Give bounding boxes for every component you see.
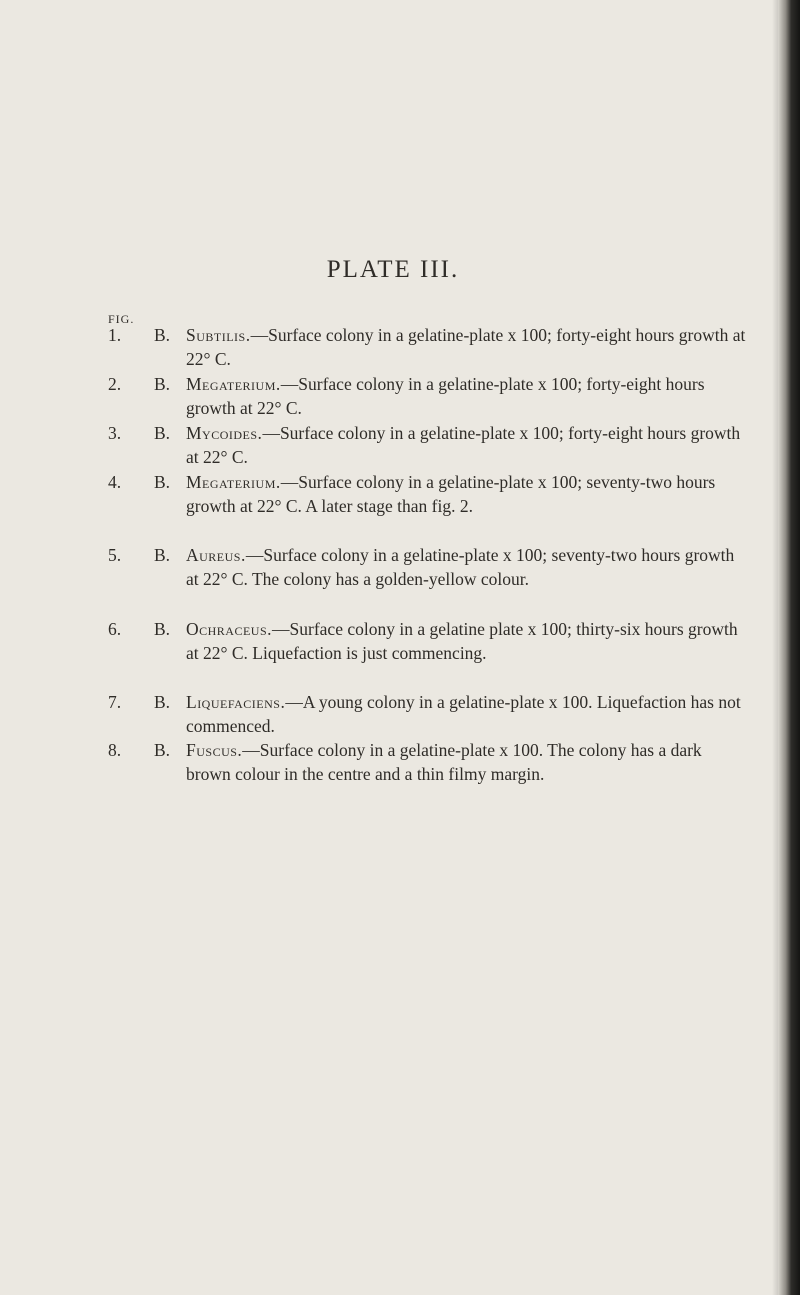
plate-title: PLATE III. xyxy=(326,256,460,283)
caption-description: —Surface colony in a gelatine-plate x 100; forty-eight hours growth at 22° C. xyxy=(186,374,705,418)
genus-abbrev: B. xyxy=(154,374,171,394)
genus-abbrev: B. xyxy=(154,325,171,345)
figure-number: 2. xyxy=(108,374,122,394)
genus-abbrev: B. xyxy=(154,545,171,565)
species-name: Fuscus. xyxy=(186,740,243,760)
caption-description: —Surface colony in a gelatine-plate x 100; seventy-two hours growth at 22° C. The colony has a golden-yellow colour. xyxy=(186,545,735,589)
species-name: Subtilis. xyxy=(186,325,251,345)
figure-number: 1. xyxy=(108,325,122,345)
figure-number: 8. xyxy=(108,740,122,760)
genus-abbrev: B. xyxy=(154,423,171,443)
caption-description: —Surface colony in a gelatine-plate x 100; forty-eight hours growth at 22° C. xyxy=(186,325,746,369)
figure-number: 7. xyxy=(108,692,122,712)
caption-description: —Surface colony in a gelatine-plate x 100. The colony has a dark brown colour in the centre and a thin filmy margin. xyxy=(186,740,702,784)
caption-description: —A young colony in a gelatine-plate x 100. Liquefaction has not commenced. xyxy=(186,692,741,736)
caption-description: —Surface colony in a gelatine-plate x 100; forty-eight hours growth at 22° C. xyxy=(186,423,741,467)
fig-column-label: FIG. xyxy=(108,312,135,326)
species-name: Aureus. xyxy=(186,545,246,565)
genus-abbrev: B. xyxy=(154,692,171,712)
figure-caption xyxy=(186,617,746,665)
species-name: Ochraceus. xyxy=(186,619,273,639)
figure-caption xyxy=(186,470,746,518)
figure-caption xyxy=(186,543,746,591)
caption-description: —Surface colony in a gelatine-plate x 100; seventy-two hours growth at 22° C. A later stage than fig. 2. xyxy=(186,472,716,516)
figure-caption xyxy=(186,690,746,738)
caption-description: —Surface colony in a gelatine plate x 100; thirty-six hours growth at 22° C. Liquefaction is just commencing. xyxy=(186,619,738,663)
figure-caption xyxy=(186,738,746,786)
figure-number: 5. xyxy=(108,545,122,565)
species-name: Mycoides. xyxy=(186,423,263,443)
species-name: Megaterium. xyxy=(186,374,281,394)
book-binding-edge xyxy=(778,0,800,1295)
genus-abbrev: B. xyxy=(154,472,171,492)
figure-caption xyxy=(186,372,746,420)
figure-caption xyxy=(186,323,746,371)
figure-number: 3. xyxy=(108,423,122,443)
figure-number: 6. xyxy=(108,619,122,639)
figure-number: 4. xyxy=(108,472,122,492)
genus-abbrev: B. xyxy=(154,619,171,639)
genus-abbrev: B. xyxy=(154,740,171,760)
figure-caption xyxy=(186,421,746,469)
species-name: Liquefaciens. xyxy=(186,692,286,712)
species-name: Megaterium. xyxy=(186,472,281,492)
